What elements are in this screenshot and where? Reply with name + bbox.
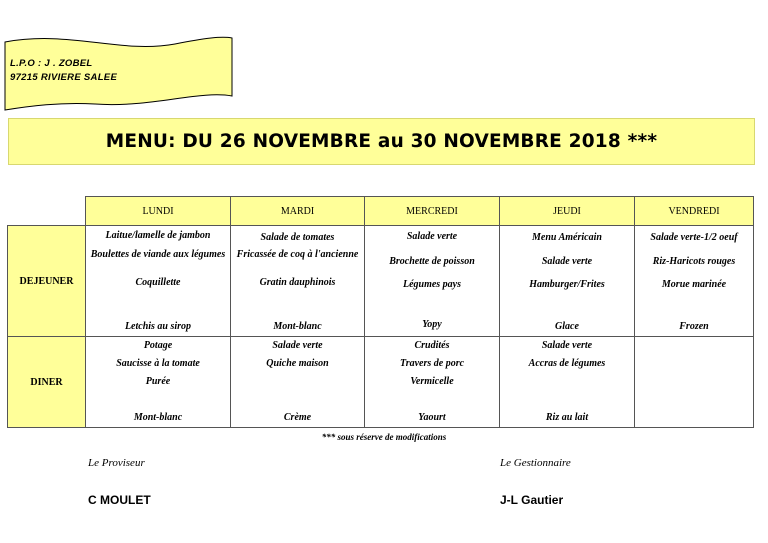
school-name: L.P.O : J . ZOBEL xyxy=(10,58,93,69)
menu-item: Frozen xyxy=(679,321,709,332)
menu-title: MENU: DU 26 NOVEMBRE au 30 NOVEMBRE 2018 *** xyxy=(105,131,658,152)
signature-name-right: J-L Gautier xyxy=(500,493,564,507)
day-header-mercredi: MERCREDI xyxy=(365,197,500,226)
school-address: 97215 RIVIERE SALEE xyxy=(10,72,118,83)
menu-item: Purée xyxy=(145,376,171,387)
dejeuner-mardi xyxy=(231,226,365,337)
diner-mercredi xyxy=(365,337,500,428)
menu-item: Potage xyxy=(143,340,173,351)
meal-label-dejeuner: DEJEUNER xyxy=(8,226,86,337)
menu-item: Riz au lait xyxy=(545,412,589,423)
menu-item: Laitue/lamelle de jambon xyxy=(105,230,211,241)
table-row xyxy=(8,226,754,337)
diner-lundi xyxy=(86,337,231,428)
header-corner xyxy=(8,197,86,226)
menu-item: Accras de légumes xyxy=(528,358,606,369)
dejeuner-jeudi xyxy=(500,226,635,337)
menu-item: Crème xyxy=(283,412,312,423)
menu-item: Salade verte xyxy=(541,340,593,351)
menu-item: Mont-blanc xyxy=(133,412,183,423)
menu-item: Riz-Haricots rouges xyxy=(652,256,736,267)
menu-table xyxy=(7,196,754,428)
menu-item: Saucisse à la tomate xyxy=(116,358,200,369)
diner-jeudi xyxy=(500,337,635,428)
menu-item: Salade verte-1/2 oeuf xyxy=(650,232,738,243)
menu-item: Brochette de poisson xyxy=(389,256,475,267)
table-header-row xyxy=(8,197,754,226)
diner-vendredi xyxy=(635,337,754,428)
menu-item: Letchis au sirop xyxy=(124,321,192,332)
menu-item: Quiche maison xyxy=(266,358,329,369)
menu-item: Salade verte xyxy=(272,340,323,351)
menu-item: Fricassée de coq à l'ancienne xyxy=(236,249,359,260)
menu-item: Crudités xyxy=(414,340,450,351)
dejeuner-lundi xyxy=(86,226,231,337)
menu-item: Vermicelle xyxy=(410,376,454,387)
dejeuner-mercredi xyxy=(365,226,500,337)
menu-item: Boulettes de viande aux légumes xyxy=(90,249,226,260)
day-header-lundi: LUNDI xyxy=(86,197,231,226)
meal-label-diner: DINER xyxy=(8,337,86,428)
dejeuner-vendredi xyxy=(635,226,754,337)
menu-item: Hamburger/Frites xyxy=(529,279,605,290)
menu-item: Légumes pays xyxy=(402,279,462,290)
menu-item: Salade verte xyxy=(406,231,458,242)
modification-note: *** sous réserve de modifications xyxy=(321,432,447,442)
signature-role-right: Le Gestionnaire xyxy=(500,457,571,469)
menu-item: Salade de tomates xyxy=(260,232,335,243)
day-header-vendredi: VENDREDI xyxy=(635,197,754,226)
menu-item: Coquillette xyxy=(135,277,181,288)
diner-mardi xyxy=(231,337,365,428)
signature-role-left: Le Proviseur xyxy=(88,457,145,469)
menu-title-bar xyxy=(8,118,755,165)
menu-item: Gratin dauphinois xyxy=(259,277,336,288)
menu-item: Yopy xyxy=(422,319,442,330)
day-header-jeudi: JEUDI xyxy=(500,197,635,226)
day-header-mardi: MARDI xyxy=(231,197,365,226)
menu-item: Menu Américain xyxy=(532,232,602,243)
menu-item: Yaourt xyxy=(418,412,446,423)
menu-item: Glace xyxy=(555,321,579,332)
table-row xyxy=(8,337,754,428)
menu-item: Salade verte xyxy=(541,256,593,267)
menu-item: Travers de porc xyxy=(399,358,465,369)
menu-item: Mont-blanc xyxy=(273,321,322,332)
signature-name-left: C MOULET xyxy=(88,493,151,507)
school-banner xyxy=(0,0,250,112)
menu-item: Morue marinée xyxy=(661,279,727,290)
